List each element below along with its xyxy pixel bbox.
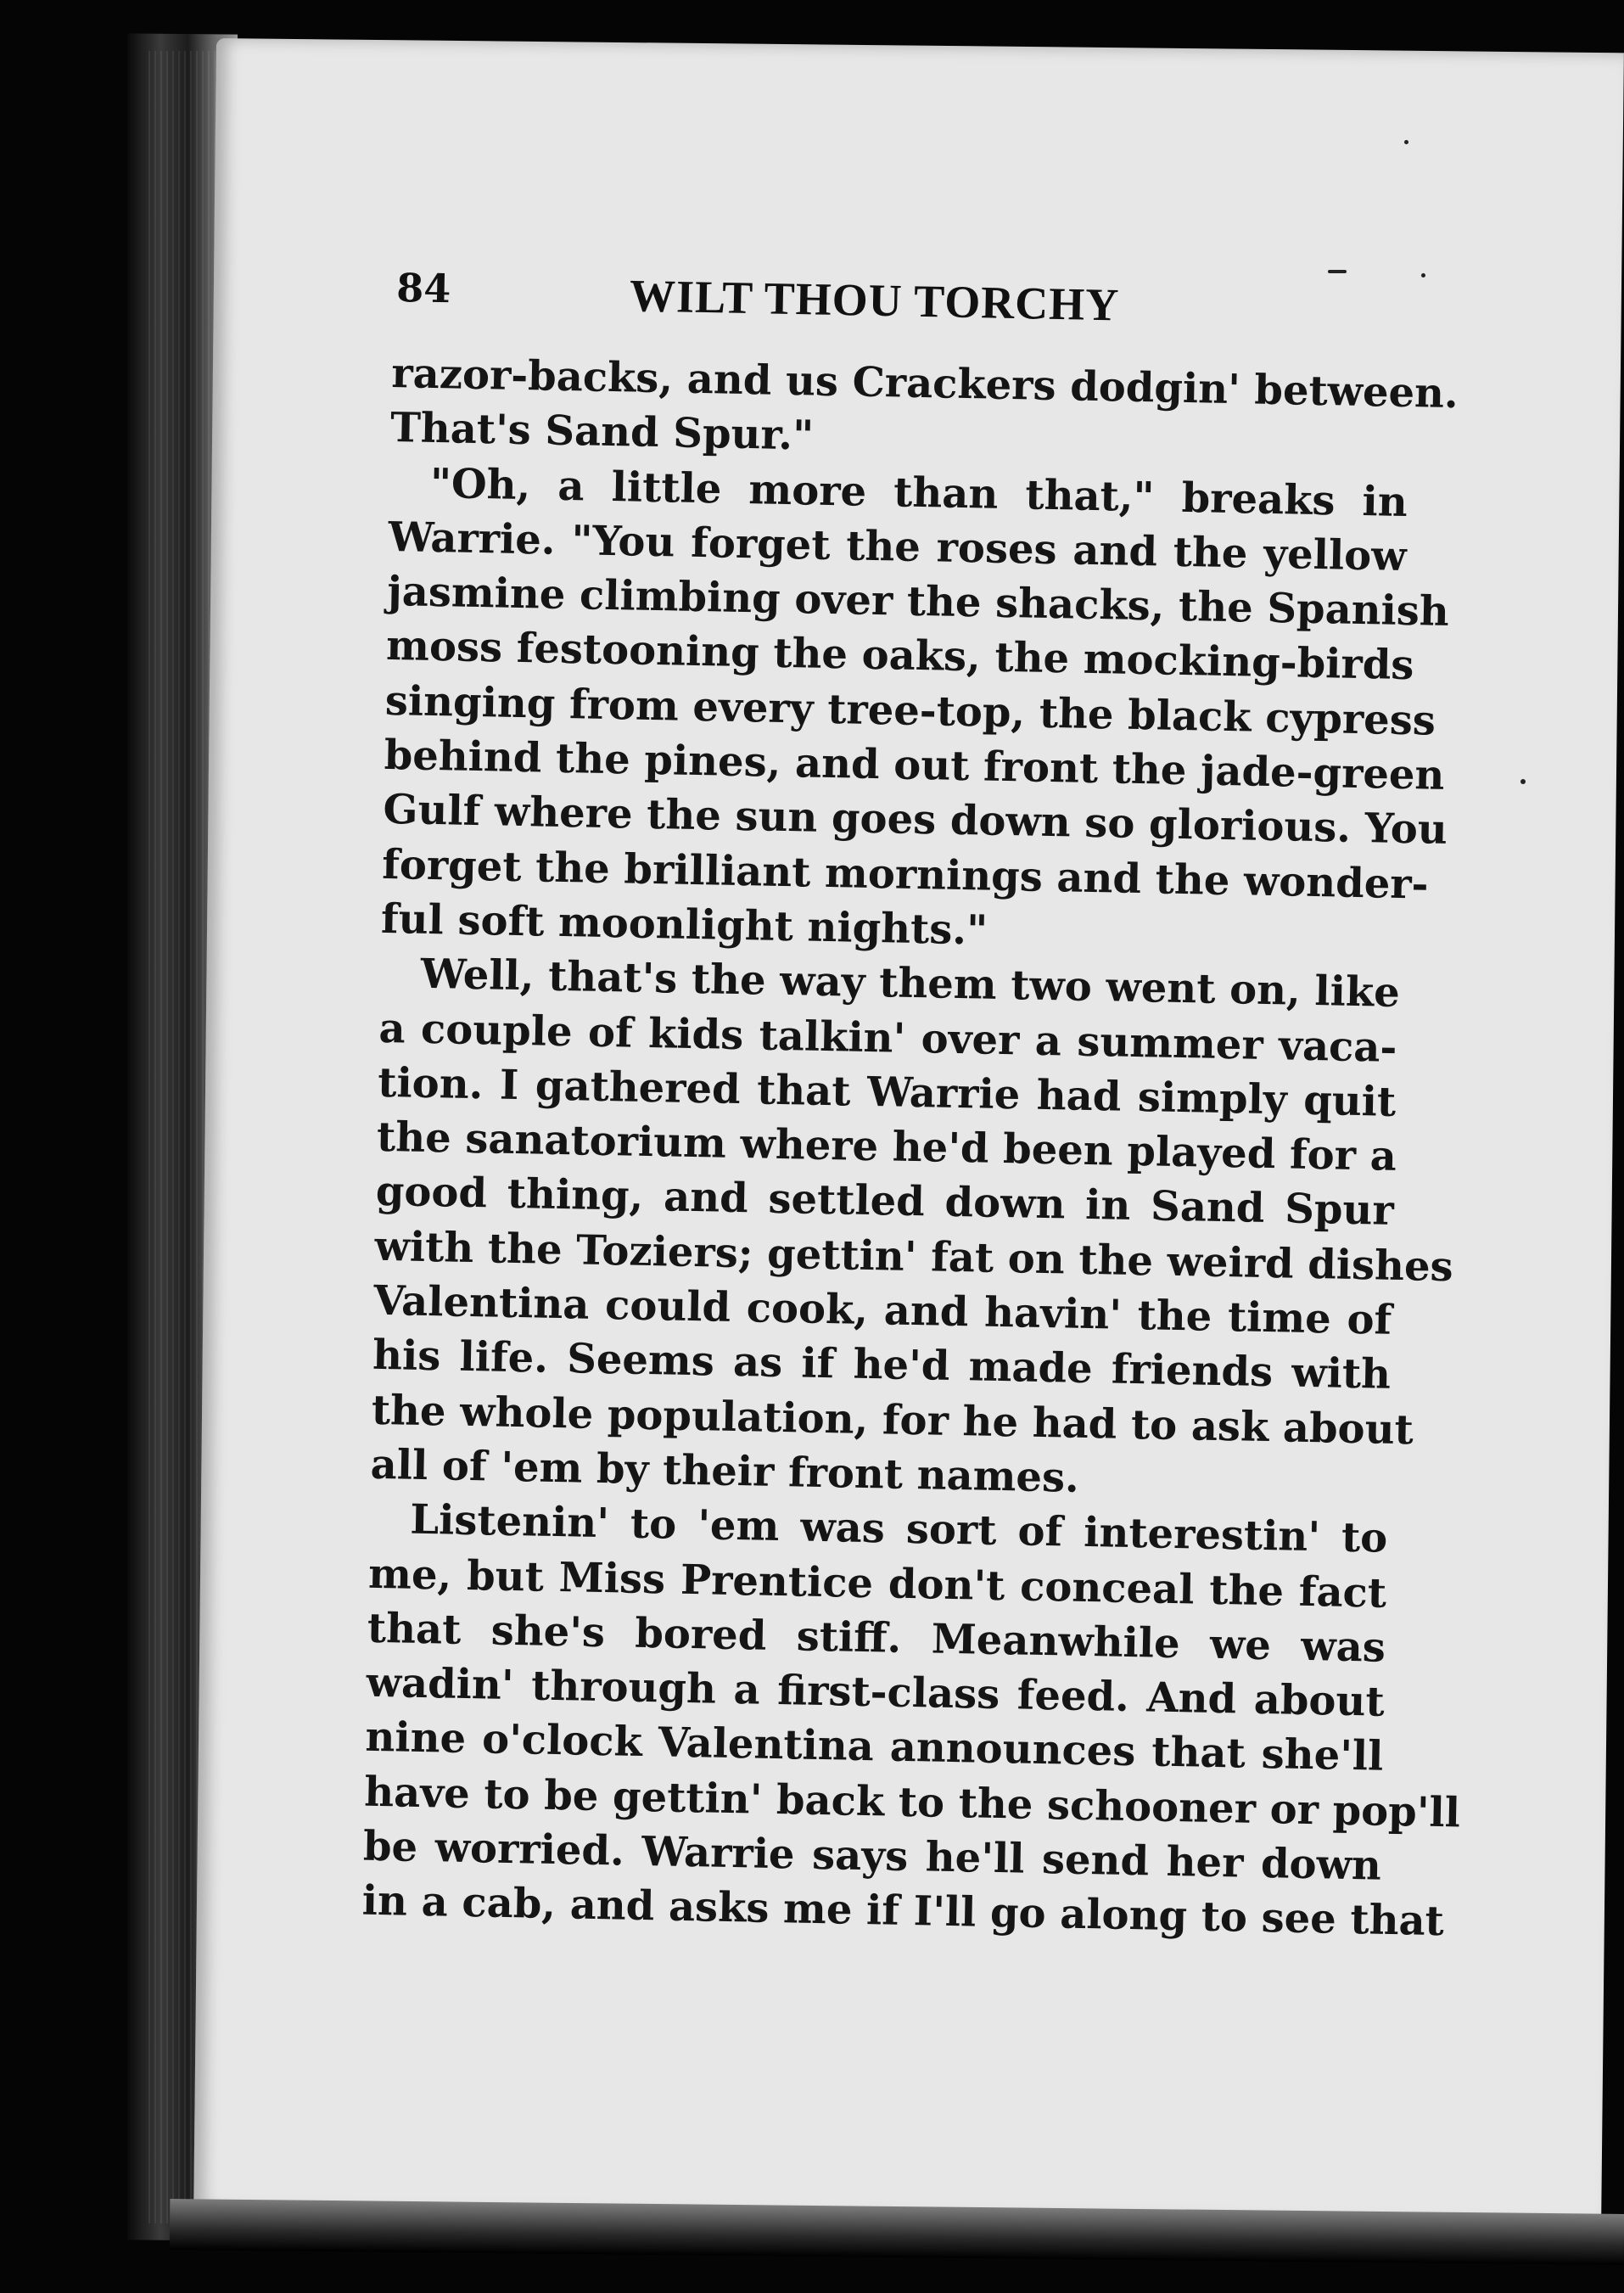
text-line: jasmine climbing over the shacks, the Spanish xyxy=(386,568,1450,636)
text-line: behind the pines, and out front the jade-green xyxy=(384,731,1445,799)
text-line: singing from every tree-top, the black cypress xyxy=(384,676,1436,745)
text-line: be worried. Warrie says he'll send her down xyxy=(362,1822,1382,1890)
text-line: razor-backs, and us Crackers dodgin' between. xyxy=(390,349,1459,418)
body-text xyxy=(361,346,1461,1948)
text-line: me, but Miss Prentice don't conceal the fact xyxy=(367,1550,1387,1617)
text-line: Well, that's the way them two went on, like xyxy=(420,950,1401,1018)
text-line: Gulf where the sun goes down so glorious. You xyxy=(382,786,1448,855)
text-line: forget the brilliant mornings and the wonder- xyxy=(381,840,1430,909)
dust-speck xyxy=(1404,140,1408,144)
dust-speck xyxy=(1421,273,1425,278)
text-line: in a cab, and asks me if I'll go along to see that xyxy=(361,1876,1445,1946)
running-title: WILT THOU TORCHY xyxy=(629,270,1120,331)
text-line: a couple of kids talkin' over a summer vaca- xyxy=(378,1004,1397,1072)
text-line: Warrie. "You forget the roses and the yellow xyxy=(388,513,1407,580)
text-line: wadin' through a first-class feed. And about xyxy=(366,1658,1386,1726)
text-line: his life. Seems as if he'd made friends with xyxy=(372,1332,1392,1399)
text-line: Valentina could cook, and havin' the time of xyxy=(372,1276,1392,1344)
text-line: the whole population, for he had to ask about xyxy=(371,1386,1414,1454)
text-line: "Oh, a little more than that," breaks in xyxy=(429,459,1408,526)
text-line: That's Sand Spur." xyxy=(389,404,815,460)
text-line: Listenin' to 'em was sort of interestin' to xyxy=(409,1495,1388,1563)
dust-speck xyxy=(1520,779,1526,784)
text-line: ful soft moonlight nights." xyxy=(380,894,988,955)
text-line: that she's bored stiff. Meanwhile we was xyxy=(367,1604,1386,1672)
text-line: have to be gettin' back to the schooner or pop'll xyxy=(363,1768,1461,1837)
page-number: 84 xyxy=(395,264,451,312)
text-line: all of 'em by their front names. xyxy=(370,1440,1080,1502)
text-line: good thing, and settled down in Sand Spur xyxy=(375,1168,1395,1236)
text-line: nine o'clock Valentina announces that she'll xyxy=(364,1713,1384,1781)
text-line: the sanatorium where he'd been played for a xyxy=(376,1113,1397,1181)
text-line: tion. I gathered that Warrie had simply quit xyxy=(377,1058,1397,1126)
text-line: with the Toziers; gettin' fat on the weird dishes xyxy=(374,1222,1454,1291)
text-line: moss festooning the oaks, the mocking-birds xyxy=(385,622,1414,690)
